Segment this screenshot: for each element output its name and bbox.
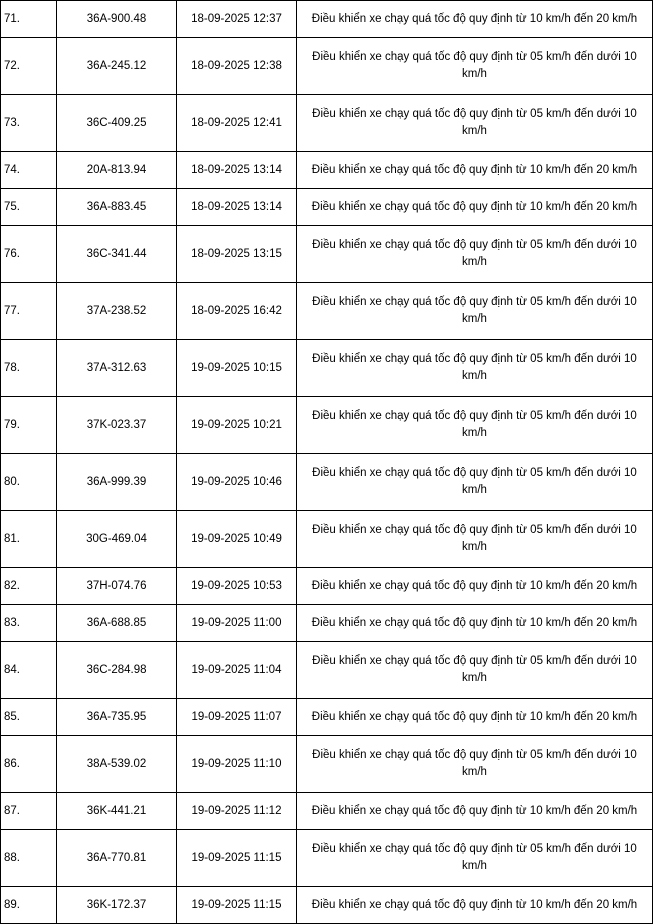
row-index: 87.	[1, 793, 57, 830]
table-row	[1, 793, 653, 830]
table-row	[1, 830, 653, 887]
violation-description: Điều khiển xe chạy quá tốc độ quy định từ 10 km/h đến 20 km/h	[297, 793, 653, 830]
table-row	[1, 736, 653, 793]
license-plate: 37K-023.37	[57, 397, 177, 454]
license-plate: 36C-341.44	[57, 226, 177, 283]
table-row	[1, 1, 653, 38]
violation-time: 18-09-2025 16:42	[177, 283, 297, 340]
license-plate: 38A-539.02	[57, 736, 177, 793]
license-plate: 36A-900.48	[57, 1, 177, 38]
violation-description: Điều khiển xe chạy quá tốc độ quy định từ 10 km/h đến 20 km/h	[297, 1, 653, 38]
row-index: 74.	[1, 152, 57, 189]
license-plate: 36A-770.81	[57, 830, 177, 887]
row-index: 84.	[1, 642, 57, 699]
license-plate: 37A-238.52	[57, 283, 177, 340]
license-plate: 36A-883.45	[57, 189, 177, 226]
violation-time: 18-09-2025 12:37	[177, 1, 297, 38]
table-row	[1, 887, 653, 924]
license-plate: 36A-688.85	[57, 605, 177, 642]
violation-time: 18-09-2025 12:38	[177, 38, 297, 95]
license-plate: 36C-284.98	[57, 642, 177, 699]
table-row	[1, 95, 653, 152]
row-index: 76.	[1, 226, 57, 283]
license-plate: 30G-469.04	[57, 511, 177, 568]
violation-description: Điều khiển xe chạy quá tốc độ quy định từ 10 km/h đến 20 km/h	[297, 568, 653, 605]
table-row	[1, 605, 653, 642]
violation-time: 18-09-2025 13:14	[177, 152, 297, 189]
violation-time: 19-09-2025 10:46	[177, 454, 297, 511]
license-plate: 36A-735.95	[57, 699, 177, 736]
violation-time: 18-09-2025 13:14	[177, 189, 297, 226]
table-row	[1, 189, 653, 226]
table-row	[1, 699, 653, 736]
violation-time: 19-09-2025 10:53	[177, 568, 297, 605]
table-row	[1, 511, 653, 568]
table-row	[1, 454, 653, 511]
license-plate: 36A-999.39	[57, 454, 177, 511]
violation-description: Điều khiển xe chạy quá tốc độ quy định từ 05 km/h đến dưới 10 km/h	[297, 226, 653, 283]
violation-time: 19-09-2025 11:00	[177, 605, 297, 642]
violation-description: Điều khiển xe chạy quá tốc độ quy định từ 05 km/h đến dưới 10 km/h	[297, 95, 653, 152]
table-row	[1, 397, 653, 454]
table-row	[1, 568, 653, 605]
violation-time: 18-09-2025 12:41	[177, 95, 297, 152]
row-index: 77.	[1, 283, 57, 340]
violation-time: 19-09-2025 11:12	[177, 793, 297, 830]
row-index: 71.	[1, 1, 57, 38]
violation-time: 19-09-2025 10:21	[177, 397, 297, 454]
row-index: 79.	[1, 397, 57, 454]
violation-description: Điều khiển xe chạy quá tốc độ quy định từ 10 km/h đến 20 km/h	[297, 605, 653, 642]
violation-time: 19-09-2025 11:10	[177, 736, 297, 793]
table-row	[1, 38, 653, 95]
row-index: 82.	[1, 568, 57, 605]
row-index: 85.	[1, 699, 57, 736]
violations-table-body	[1, 1, 653, 924]
violation-time: 19-09-2025 10:49	[177, 511, 297, 568]
license-plate: 36K-441.21	[57, 793, 177, 830]
license-plate: 37H-074.76	[57, 568, 177, 605]
violation-description: Điều khiển xe chạy quá tốc độ quy định từ 10 km/h đến 20 km/h	[297, 152, 653, 189]
license-plate: 36C-409.25	[57, 95, 177, 152]
license-plate: 37A-312.63	[57, 340, 177, 397]
violation-description: Điều khiển xe chạy quá tốc độ quy định từ 05 km/h đến dưới 10 km/h	[297, 642, 653, 699]
violation-description: Điều khiển xe chạy quá tốc độ quy định từ 10 km/h đến 20 km/h	[297, 189, 653, 226]
violation-time: 19-09-2025 11:04	[177, 642, 297, 699]
row-index: 81.	[1, 511, 57, 568]
violation-time: 19-09-2025 10:15	[177, 340, 297, 397]
violation-description: Điều khiển xe chạy quá tốc độ quy định từ 05 km/h đến dưới 10 km/h	[297, 38, 653, 95]
violation-description: Điều khiển xe chạy quá tốc độ quy định từ 05 km/h đến dưới 10 km/h	[297, 397, 653, 454]
row-index: 73.	[1, 95, 57, 152]
table-row	[1, 283, 653, 340]
violation-description: Điều khiển xe chạy quá tốc độ quy định từ 10 km/h đến 20 km/h	[297, 887, 653, 924]
violation-description: Điều khiển xe chạy quá tốc độ quy định từ 05 km/h đến dưới 10 km/h	[297, 736, 653, 793]
license-plate: 36A-245.12	[57, 38, 177, 95]
row-index: 80.	[1, 454, 57, 511]
row-index: 88.	[1, 830, 57, 887]
license-plate: 20A-813.94	[57, 152, 177, 189]
table-row	[1, 152, 653, 189]
violation-description: Điều khiển xe chạy quá tốc độ quy định từ 05 km/h đến dưới 10 km/h	[297, 340, 653, 397]
violation-time: 19-09-2025 11:07	[177, 699, 297, 736]
table-row	[1, 340, 653, 397]
violation-description: Điều khiển xe chạy quá tốc độ quy định từ 05 km/h đến dưới 10 km/h	[297, 511, 653, 568]
violation-description: Điều khiển xe chạy quá tốc độ quy định từ 10 km/h đến 20 km/h	[297, 699, 653, 736]
row-index: 75.	[1, 189, 57, 226]
violation-description: Điều khiển xe chạy quá tốc độ quy định từ 05 km/h đến dưới 10 km/h	[297, 283, 653, 340]
row-index: 86.	[1, 736, 57, 793]
table-row	[1, 226, 653, 283]
license-plate: 36K-172.37	[57, 887, 177, 924]
violation-description: Điều khiển xe chạy quá tốc độ quy định từ 05 km/h đến dưới 10 km/h	[297, 830, 653, 887]
violation-time: 19-09-2025 11:15	[177, 887, 297, 924]
table-row	[1, 642, 653, 699]
violation-time: 19-09-2025 11:15	[177, 830, 297, 887]
violation-time: 18-09-2025 13:15	[177, 226, 297, 283]
row-index: 83.	[1, 605, 57, 642]
row-index: 72.	[1, 38, 57, 95]
violation-description: Điều khiển xe chạy quá tốc độ quy định từ 05 km/h đến dưới 10 km/h	[297, 454, 653, 511]
row-index: 89.	[1, 887, 57, 924]
row-index: 78.	[1, 340, 57, 397]
